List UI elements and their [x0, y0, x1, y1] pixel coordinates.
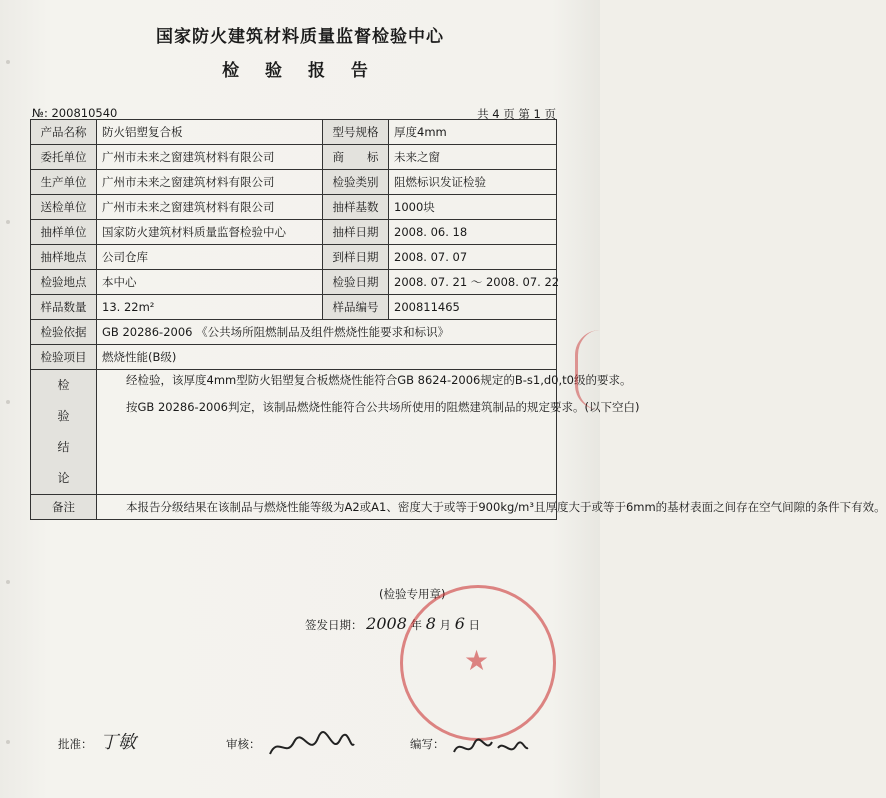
- label-client: 委托单位: [31, 145, 97, 170]
- label-test-category: 检验类别: [323, 170, 389, 195]
- sign-date-month: 8: [425, 614, 436, 633]
- table-row: [31, 170, 557, 195]
- value-quantity: 13. 22m²: [97, 295, 323, 320]
- conclusion-paragraph-1: 经检验，该厚度4mm型防火铝塑复合板燃烧性能符合GB 8624-2006规定的B-s1,d0,t0级的要求。: [126, 373, 632, 387]
- label-sampling-date: 抽样日期: [323, 220, 389, 245]
- label-model-spec: 型号规格: [323, 120, 389, 145]
- approve-signature: 丁敏: [100, 732, 136, 753]
- writer-signature-scribble: [450, 728, 530, 764]
- label-basis: 检验依据: [31, 320, 97, 345]
- label-test-date: 检验日期: [323, 270, 389, 295]
- report-number: №: 200810540: [32, 106, 118, 120]
- value-basis: GB 20286-2006 《公共场所阻燃制品及组件燃烧性能要求和标识》: [97, 320, 557, 345]
- conclusion-char: 验: [57, 409, 70, 423]
- sign-date-year: 2008: [366, 614, 407, 633]
- label-test-item: 检验项目: [31, 345, 97, 370]
- value-submitter: 广州市未来之窗建筑材料有限公司: [97, 195, 323, 220]
- table-row: [31, 120, 557, 145]
- org-title: 国家防火建筑材料质量监督检验中心: [156, 27, 444, 47]
- table-row: [31, 245, 557, 270]
- label-sample-base: 抽样基数: [323, 195, 389, 220]
- label-sample-place: 抽样地点: [31, 245, 97, 270]
- writer-signature: [450, 728, 530, 769]
- table-row: [31, 220, 557, 245]
- value-sample-base: 1000块: [389, 195, 557, 220]
- value-test-place: 本中心: [97, 270, 323, 295]
- conclusion-char: 结: [57, 440, 70, 454]
- conclusion-char: 论: [57, 471, 70, 485]
- approve-label: 批准：: [58, 737, 93, 751]
- remark-row: [31, 495, 557, 520]
- review-label: 审核：: [226, 737, 261, 751]
- report-table: [30, 119, 886, 633]
- label-remark: 备注: [31, 495, 97, 520]
- value-client: 广州市未来之窗建筑材料有限公司: [97, 145, 323, 170]
- review-signature: [266, 728, 356, 769]
- remark-text: 本报告分级结果在该制品与燃烧性能等级为A2或A1、密度大于或等于900kg/m³且厚度大于或等于6mm的基材表面之间存在空气间隙的条件下有效。: [97, 495, 557, 520]
- table-row: [31, 345, 557, 370]
- sign-date: [305, 614, 480, 633]
- review-signature-scribble: [266, 728, 356, 764]
- value-test-category: 阻燃标识发证检验: [389, 170, 557, 195]
- value-test-item: 燃烧性能(B级): [97, 345, 557, 370]
- table-row: [31, 270, 557, 295]
- label-submitter: 送检单位: [31, 195, 97, 220]
- seal-stamp: [400, 585, 556, 741]
- star-icon: ★: [464, 644, 490, 677]
- value-sampling-date: 2008. 06. 18: [389, 220, 557, 245]
- sign-date-day-unit: 日: [468, 618, 481, 632]
- value-sample-place: 公司仓库: [97, 245, 323, 270]
- value-arrival-date: 2008. 07. 07: [389, 245, 557, 270]
- value-product-name: 防火铝塑复合板: [97, 120, 323, 145]
- sign-date-year-unit: 年: [410, 618, 423, 632]
- conclusion-char: 检: [57, 378, 70, 392]
- conclusion-paragraph-2: 按GB 20286-2006判定，该制品燃烧性能符合公共场所使用的阻燃建筑制品的规定要求。(以下空白): [126, 400, 640, 414]
- label-arrival-date: 到样日期: [323, 245, 389, 270]
- label-sample-no: 样品编号: [323, 295, 389, 320]
- table-row: [31, 295, 557, 320]
- table-row: [31, 195, 557, 220]
- page-info: 共 4 页 第 1 页: [477, 107, 556, 121]
- label-conclusion: [31, 370, 97, 495]
- sign-date-day: 6: [454, 614, 465, 633]
- label-producer: 生产单位: [31, 170, 97, 195]
- sign-date-month-unit: 月: [439, 618, 452, 632]
- label-trademark: 商 标: [323, 145, 389, 170]
- value-test-date: 2008. 07. 21 ～ 2008. 07. 22: [389, 270, 557, 295]
- label-quantity: 样品数量: [31, 295, 97, 320]
- seal-label: (检验专用章): [379, 587, 446, 601]
- edge-seal-stamp: [575, 330, 600, 410]
- value-trademark: 未来之窗: [389, 145, 557, 170]
- label-product-name: 产品名称: [31, 120, 97, 145]
- label-test-place: 检验地点: [31, 270, 97, 295]
- value-model-spec: 厚度4mm: [389, 120, 557, 145]
- value-sampler: 国家防火建筑材料质量监督检验中心: [97, 220, 323, 245]
- table-row: [31, 145, 557, 170]
- value-sample-no: 200811465: [389, 295, 557, 320]
- label-sampler: 抽样单位: [31, 220, 97, 245]
- conclusion-row: [31, 370, 557, 495]
- value-producer: 广州市未来之窗建筑材料有限公司: [97, 170, 323, 195]
- table-row: [31, 320, 557, 345]
- writer-label: 编写：: [410, 737, 445, 751]
- sign-date-label: 签发日期：: [305, 618, 363, 632]
- report-title: 检 验 报 告: [222, 61, 378, 81]
